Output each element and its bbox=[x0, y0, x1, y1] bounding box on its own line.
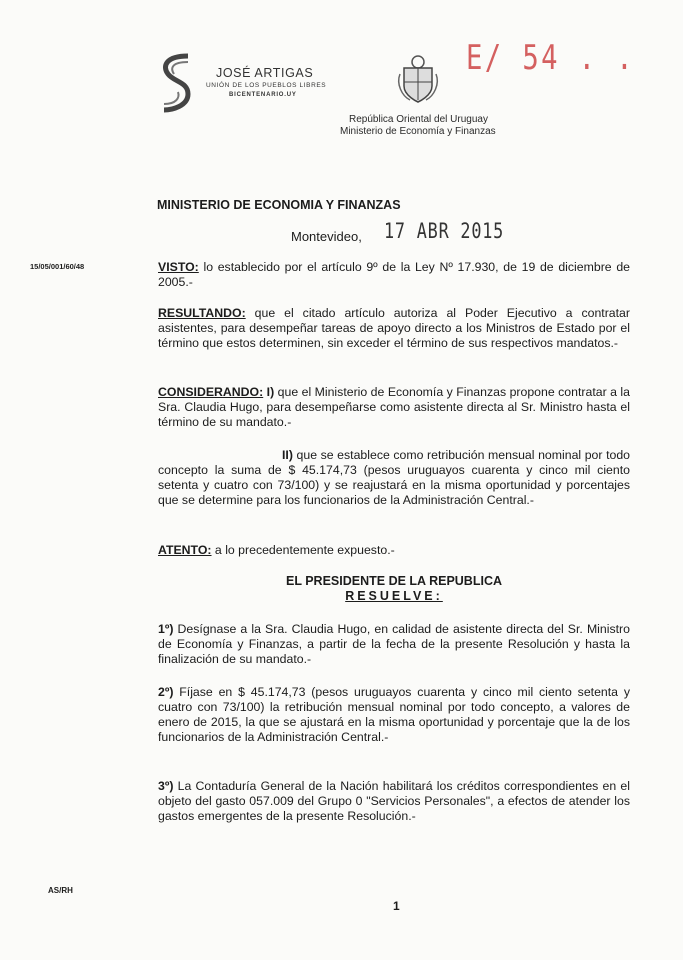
atento-label: ATENTO: bbox=[158, 543, 212, 557]
considerando-label: CONSIDERANDO: bbox=[158, 385, 264, 399]
considerando-ii-paragraph bbox=[158, 448, 630, 508]
letterhead-republic bbox=[340, 114, 496, 138]
logo-site: BICENTENARIO.UY bbox=[229, 92, 297, 98]
article-3-number: 3º) bbox=[158, 779, 174, 793]
article-2 bbox=[158, 685, 630, 745]
file-reference: 15/05/001/60/48 bbox=[30, 262, 85, 271]
logo-subtitle: UNIÓN DE LOS PUEBLOS LIBRES bbox=[206, 82, 327, 89]
date-stamp: 17 ABR 2015 bbox=[384, 219, 505, 243]
resultando-paragraph bbox=[158, 306, 630, 351]
article-1-number: 1º) bbox=[158, 622, 174, 636]
visto-label: VISTO: bbox=[158, 260, 199, 274]
considerando-i-paragraph bbox=[158, 385, 630, 430]
visto-text: lo establecido por el artículo 9º de la Ley Nº 17.930, de 19 de diciembre de 2005.- bbox=[158, 260, 630, 289]
bicentenario-logo-icon bbox=[158, 52, 194, 116]
republic-name: República Oriental del Uruguay bbox=[349, 114, 488, 125]
atento-text: a lo precedentemente expuesto.- bbox=[211, 543, 395, 557]
considerando-i-text: que el Ministerio de Economía y Finanzas propone contratar a la Sra. Claudia Hugo, para desempeñarse como asistente directa al Sr. Ministro hasta el término de su mandato.- bbox=[158, 385, 630, 429]
considerando-ii-marker: II) bbox=[282, 448, 293, 462]
article-2-text: Fíjase en $ 45.174,73 (pesos uruguayos cuarenta y cinco mil ciento setenta y cuatro con 73/100) la retribución mensual nominal por todo concepto, a valores de enero de 2015, la que se ajustará en la misma oportunidad y porcentaje que la de los funcionarios de la Administración Central.- bbox=[158, 685, 630, 744]
initials: AS/RH bbox=[48, 886, 73, 895]
logo-title: JOSÉ ARTIGAS bbox=[216, 66, 314, 80]
visto-paragraph bbox=[158, 260, 630, 290]
resultando-text: que el citado artículo autoriza al Poder Ejecutivo a contratar asistentes, para desempeñar tareas de apoyo directo a los Ministros de Estado por el término que estos determinen, sin exceder el término de sus respectivos mandatos.- bbox=[158, 306, 630, 350]
article-1-text: Desígnase a la Sra. Claudia Hugo, en calidad de asistente directa del Sr. Ministro de Economía y Finanzas, a partir de la fecha de la presente Resolución y hasta la finalización de su mandato.- bbox=[158, 622, 630, 666]
considerando-ii-text: que se establece como retribución mensual nominal por todo concepto la suma de $ 45.174,73 (pesos uruguayos cuarenta y cinco mil ciento setenta y cuatro con 73/100) y se reajustará en la misma oportunidad y porcentajes que se determine para los funcionarios de la Administración Central.- bbox=[158, 448, 630, 507]
article-3-text: La Contaduría General de la Nación habilitará los créditos correspondientes en el objeto del gasto 057.009 del Grupo 0 "Servicios Personales", a efectos de atender los gastos emergentes de la presente Resolución.- bbox=[158, 779, 630, 823]
president-heading: EL PRESIDENTE DE LA REPUBLICA bbox=[286, 574, 502, 588]
atento-paragraph bbox=[158, 543, 630, 558]
place: Montevideo, bbox=[291, 229, 362, 244]
resultando-label: RESULTANDO: bbox=[158, 306, 246, 320]
article-2-number: 2º) bbox=[158, 685, 174, 699]
red-stamp: E/ 54 . . bbox=[466, 38, 635, 78]
coat-of-arms-icon bbox=[396, 54, 440, 104]
article-3 bbox=[158, 779, 630, 824]
page-number: 1 bbox=[393, 899, 400, 913]
article-1 bbox=[158, 622, 630, 667]
considerando-i-marker: I) bbox=[263, 385, 275, 399]
ministry-name: Ministerio de Economía y Finanzas bbox=[340, 126, 496, 137]
resuelve-heading: RESUELVE: bbox=[345, 589, 443, 603]
ministry-heading: MINISTERIO DE ECONOMIA Y FINANZAS bbox=[157, 198, 401, 212]
